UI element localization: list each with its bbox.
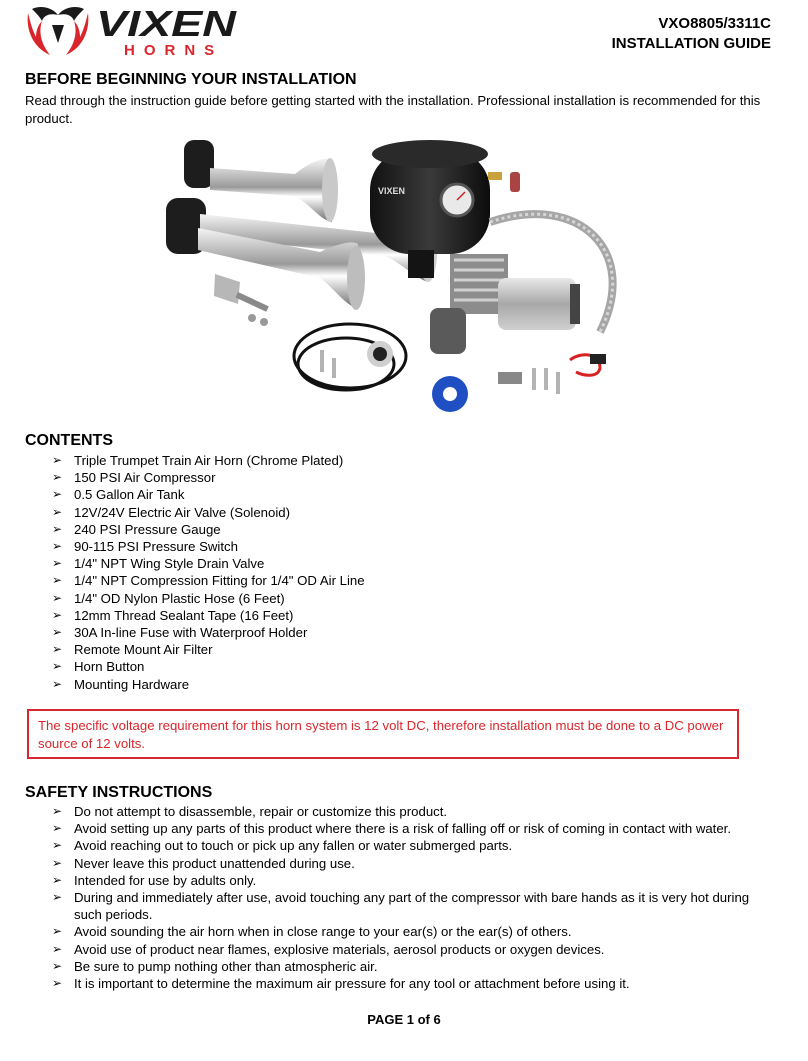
arrow-bullet-icon: ➢	[52, 625, 63, 640]
list-item: ➢ 1/4" NPT Compression Fitting for 1/4" OD Air Line	[52, 573, 365, 589]
arrow-bullet-icon: ➢	[52, 958, 63, 973]
air-compressor	[430, 254, 580, 354]
arrow-bullet-icon: ➢	[52, 924, 63, 939]
arrow-bullet-icon: ➢	[52, 676, 63, 691]
product-photo	[160, 132, 650, 422]
list-item: ➢ Avoid setting up any parts of this product where there is a risk of falling off or risk of coming in contact with water.	[52, 821, 732, 837]
vixen-horns-logo	[24, 3, 246, 59]
tank-label: VIXEN	[378, 186, 406, 196]
before-heading: BEFORE BEGINNING YOUR INSTALLATION	[25, 71, 357, 88]
list-item: ➢ 12V/24V Electric Air Valve (Solenoid)	[52, 504, 290, 520]
arrow-bullet-icon: ➢	[52, 590, 63, 605]
list-item: ➢ Never leave this product unattended during use.	[52, 855, 355, 871]
list-item: ➢ During and immediately after use, avoid touching any part of the compressor with bare hands as it is very hot during such periods.	[52, 890, 750, 923]
safety-heading: SAFETY INSTRUCTIONS	[25, 784, 213, 801]
arrow-bullet-icon: ➢	[52, 487, 63, 502]
list-item: ➢ 1/4" NPT Wing Style Drain Valve	[52, 556, 265, 572]
list-item: ➢ Be sure to pump nothing other than atmospheric air.	[52, 958, 378, 974]
arrow-bullet-icon: ➢	[52, 556, 63, 571]
voltage-warning-box	[27, 709, 739, 759]
arrow-bullet-icon: ➢	[52, 470, 63, 485]
list-item: ➢ 150 PSI Air Compressor	[52, 470, 216, 486]
list-item: ➢ 30A In-line Fuse with Waterproof Holder	[52, 625, 308, 641]
arrow-bullet-icon: ➢	[52, 821, 63, 836]
page-number: PAGE 1 of 6	[367, 1012, 441, 1027]
arrow-bullet-icon: ➢	[52, 659, 63, 674]
list-item: ➢ Triple Trumpet Train Air Horn (Chrome Plated)	[52, 453, 344, 468]
brand-name: VIXEN	[96, 3, 238, 44]
list-item: ➢ Horn Button	[52, 659, 145, 675]
list-item: ➢ Avoid use of product near flames, explosive materials, aerosol products or oxygen devices.	[52, 941, 605, 957]
arrow-bullet-icon: ➢	[52, 539, 63, 554]
list-item: ➢ Do not attempt to disassemble, repair or customize this product.	[52, 804, 448, 819]
list-item: ➢ 0.5 Gallon Air Tank	[52, 487, 185, 503]
arrow-bullet-icon: ➢	[52, 941, 63, 956]
list-item: ➢ 12mm Thread Sealant Tape (16 Feet)	[52, 607, 294, 623]
voltage-warning-text: The specific voltage requirement for this horn system is 12 volt DC, therefore installation must be done to a DC power source of 12 volts.	[38, 718, 724, 751]
arrow-bullet-icon: ➢	[52, 573, 63, 588]
horns-emblem-icon	[28, 7, 89, 55]
arrow-bullet-icon: ➢	[52, 890, 63, 905]
list-item: ➢ 1/4" OD Nylon Plastic Hose (6 Feet)	[52, 590, 285, 606]
list-item: ➢ Remote Mount Air Filter	[52, 642, 213, 658]
list-item: ➢ 90-115 PSI Pressure Switch	[52, 539, 238, 555]
arrow-bullet-icon: ➢	[52, 976, 63, 991]
contents-list	[52, 452, 365, 693]
list-item: ➢ Avoid sounding the air horn when in close range to your ear(s) or the ear(s) of others.	[52, 924, 572, 940]
contents-heading: CONTENTS	[25, 432, 113, 449]
arrow-bullet-icon: ➢	[52, 521, 63, 536]
safety-list	[52, 803, 777, 992]
arrow-bullet-icon: ➢	[52, 607, 63, 622]
arrow-bullet-icon: ➢	[52, 504, 63, 519]
brand-sub: HORNS	[124, 42, 224, 59]
arrow-bullet-icon: ➢	[52, 453, 63, 467]
list-item: ➢ Intended for use by adults only.	[52, 872, 257, 888]
list-item: ➢ Avoid reaching out to touch or pick up any fallen or water submerged parts.	[52, 838, 513, 854]
document-code: VXO8805/3311C	[658, 15, 771, 32]
arrow-bullet-icon: ➢	[52, 804, 63, 818]
list-item: ➢ 240 PSI Pressure Gauge	[52, 521, 221, 537]
arrow-bullet-icon: ➢	[52, 872, 63, 887]
list-item: ➢ Mounting Hardware	[52, 676, 190, 692]
arrow-bullet-icon: ➢	[52, 855, 63, 870]
arrow-bullet-icon: ➢	[52, 838, 63, 853]
document-title: INSTALLATION GUIDE	[611, 35, 771, 52]
before-text: Read through the instruction guide before getting started with the installation. Professional installation is recommended for this product.	[25, 93, 761, 126]
arrow-bullet-icon: ➢	[52, 642, 63, 657]
list-item: ➢ It is important to determine the maximum air pressure for any tool or attachment before using it.	[52, 976, 630, 992]
